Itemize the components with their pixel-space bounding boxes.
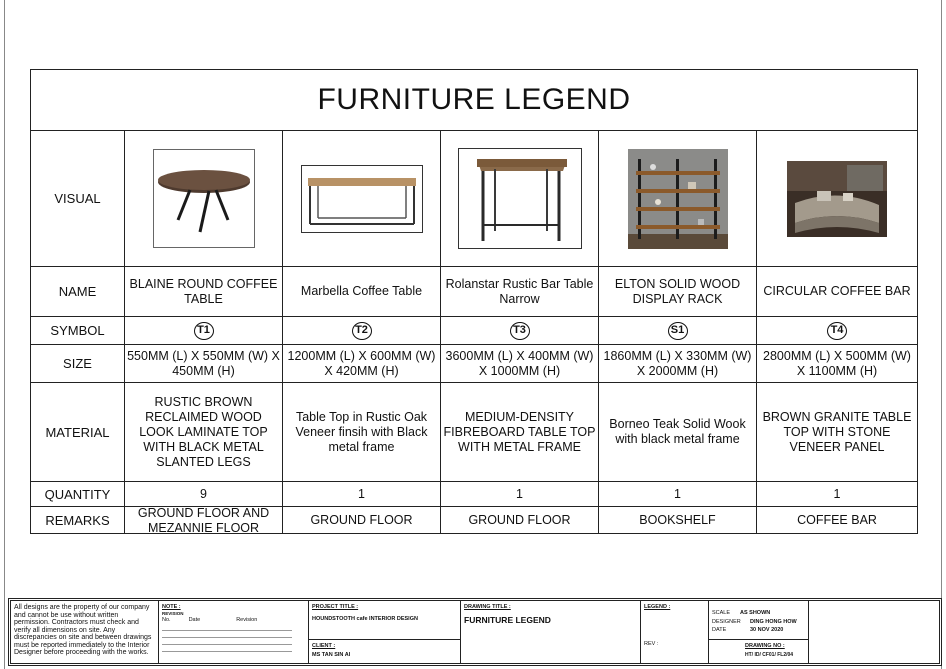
scale-row xyxy=(712,610,805,617)
item-material: BROWN GRANITE TABLE TOP WITH STONE VENEER PANEL xyxy=(762,409,912,454)
item-material: MEDIUM-DENSITY FIBREBOARD TABLE TOP WITH METAL FRAME xyxy=(441,383,599,481)
coffee-bar-photo xyxy=(787,161,887,237)
item-quantity: 1 xyxy=(599,482,757,506)
drawing-title-block xyxy=(8,598,942,666)
item-remarks: GROUND FLOOR xyxy=(441,507,599,534)
row-size xyxy=(31,345,917,383)
drawing-no-box xyxy=(709,639,808,661)
project-title: HOUNDSTOOTH cafe INTERIOR DESIGN xyxy=(312,615,418,622)
row-label-name: NAME xyxy=(31,267,125,316)
symbol-badge: S1 xyxy=(668,322,688,340)
row-label-size: SIZE xyxy=(31,345,125,382)
symbol-badge: T1 xyxy=(194,322,214,340)
revision-label: REVISION xyxy=(162,610,184,616)
rev-label: REV : xyxy=(644,641,659,647)
display-rack-photo xyxy=(628,149,728,249)
revision-line xyxy=(162,647,292,652)
client-box xyxy=(309,639,460,661)
drawing-title: FURNITURE LEGEND xyxy=(464,614,551,625)
item-remarks: BOOKSHELF xyxy=(599,507,757,534)
no-label: No. xyxy=(162,617,171,623)
item-name: Marbella Coffee Table xyxy=(283,267,441,316)
item-name: ELTON SOLID WOOD DISPLAY RACK xyxy=(599,267,757,316)
item-name: CIRCULAR COFFEE BAR xyxy=(763,284,911,298)
drawing-title-section xyxy=(461,601,641,663)
furniture-legend-table xyxy=(30,69,918,534)
row-label-quantity: QUANTITY xyxy=(31,482,125,506)
note-section xyxy=(159,601,309,663)
item-name: BLAINE ROUND COFFEE TABLE xyxy=(125,267,283,316)
date-label: DATE xyxy=(712,627,727,633)
disclaimer: All designs are the property of our company and cannot be use without written permission. Contractors must check and verify all dimensions on site. Any discrepancies on site and between drawings must be reported immediately to the Interior Designer before proceeding with the works. xyxy=(11,601,159,663)
bar-table-photo xyxy=(458,148,582,249)
symbol-cell xyxy=(599,317,757,344)
scale-value: AS SHOWN xyxy=(740,610,771,616)
item-material: Table Top in Rustic Oak Veneer finsih with Black metal frame xyxy=(283,383,441,481)
item-material: RUSTIC BROWN RECLAIMED WOOD LOOK LAMINATE TOP WITH BLACK METAL SLANTED LEGS xyxy=(125,383,283,481)
blank-section xyxy=(809,601,941,663)
symbol-badge: T4 xyxy=(827,322,847,340)
drawing-no-label: DRAWING NO : xyxy=(745,643,785,649)
rectangular-coffee-table-photo xyxy=(301,165,423,233)
item-size: 3600MM (L) X 400MM (W) X 1000MM (H) xyxy=(441,345,599,382)
title-block-inner xyxy=(10,600,940,664)
legend-label: LEGEND : xyxy=(644,604,671,610)
item-size: 550MM (L) X 550MM (W) X 450MM (H) xyxy=(125,345,283,382)
row-quantity xyxy=(31,482,917,507)
project-section xyxy=(309,601,461,663)
row-label-symbol: SYMBOL xyxy=(31,317,125,344)
symbol-cell xyxy=(441,317,599,344)
item-size: 2800MM (L) X 500MM (W) X 1100MM (H) xyxy=(763,348,911,378)
row-name xyxy=(31,267,917,317)
item-size: 1860MM (L) X 330MM (W) X 2000MM (H) xyxy=(599,345,757,382)
item-quantity: 9 xyxy=(125,482,283,506)
item-size: 1200MM (L) X 600MM (W) X 420MM (H) xyxy=(283,345,441,382)
row-label-visual: VISUAL xyxy=(31,131,125,266)
legend-section xyxy=(641,601,709,663)
revision-line xyxy=(162,640,292,645)
item-quantity: 1 xyxy=(833,486,841,501)
item-material: Borneo Teak Solid Wook with black metal frame xyxy=(599,383,757,481)
date-value: 30 NOV 2020 xyxy=(750,627,784,633)
designer-label: DESIGNER xyxy=(712,618,741,625)
row-label-remarks: REMARKS xyxy=(31,507,125,534)
symbol-cell xyxy=(757,317,917,344)
symbol-cell xyxy=(283,317,441,344)
project-title-label: PROJECT TITLE : xyxy=(312,604,359,610)
item-name: Rolanstar Rustic Bar Table Narrow xyxy=(441,267,599,316)
date-col-label: Date xyxy=(188,617,201,623)
client-label: CLIENT : xyxy=(312,643,336,649)
row-material xyxy=(31,383,917,482)
revision-col-label: Revision xyxy=(236,617,258,623)
row-symbol xyxy=(31,317,917,345)
designer-value: DING HONG HOW xyxy=(750,618,797,625)
symbol-badge: T3 xyxy=(510,322,530,340)
item-remarks: COFFEE BAR xyxy=(797,513,877,527)
legend-title: FURNITURE LEGEND xyxy=(31,70,917,131)
date-row xyxy=(712,627,805,634)
item-remarks: GROUND FLOOR AND MEZANNIE FLOOR xyxy=(125,507,283,534)
row-label-material: MATERIAL xyxy=(31,383,125,481)
scale-label: SCALE xyxy=(712,610,731,616)
visual-cell xyxy=(757,131,917,266)
drawing-title-label: DRAWING TITLE : xyxy=(464,604,511,610)
note-label: NOTE : xyxy=(162,604,181,610)
visual-cell xyxy=(441,131,599,266)
drawing-no: HT/ ID/ CF01/ FL2/04 xyxy=(745,651,794,658)
visual-cell xyxy=(283,131,441,266)
revision-line xyxy=(162,626,292,631)
item-quantity: 1 xyxy=(283,482,441,506)
symbol-badge: T2 xyxy=(352,322,372,340)
row-remarks xyxy=(31,507,917,534)
designer-row xyxy=(712,619,805,626)
meta-section xyxy=(709,601,809,663)
visual-cell xyxy=(599,131,757,266)
row-visual xyxy=(31,131,917,267)
revision-header xyxy=(162,617,305,624)
item-quantity: 1 xyxy=(441,482,599,506)
visual-cell xyxy=(125,131,283,266)
round-coffee-table-photo xyxy=(153,149,255,248)
client-name: MS TAN SIN AI xyxy=(312,651,351,658)
revision-line xyxy=(162,633,292,638)
item-remarks: GROUND FLOOR xyxy=(283,507,441,534)
symbol-cell xyxy=(125,317,283,344)
